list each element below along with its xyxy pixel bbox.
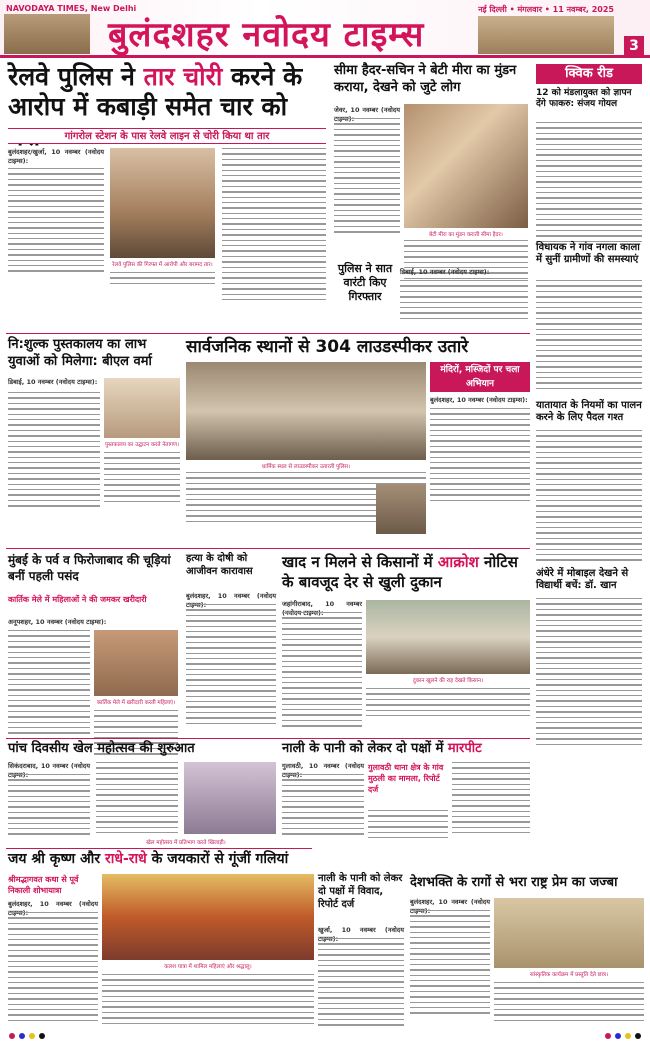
library-headline-b: युवाओं को मिलेगा: बीएल वर्मा [8, 354, 152, 369]
drain-tag: गुलावठी थाना क्षेत्र के गांव मुठली का मामला, रिपोर्ट दर्ज [368, 763, 444, 794]
murder-body [186, 604, 276, 728]
quickread-body4 [536, 598, 642, 749]
loudspeaker-photo [186, 362, 426, 460]
krishna-headline-part: के जयकारों से गूंजीं गलियां [146, 851, 289, 867]
divider [6, 738, 530, 739]
fertilizer-headline-highlight: आक्रोश [437, 553, 479, 571]
drain-text [282, 762, 364, 772]
quickread-body2 [536, 280, 642, 393]
masthead-photo-right [478, 16, 614, 54]
patriot-dateline: बुलंदशहर, 10 नवम्बर (नवोदय [410, 898, 490, 906]
story1-subhead: गांगरोल स्टेशन के पास रेलवे लाइन से चोरी किया था तार [8, 128, 326, 144]
quickread-body3 [536, 430, 642, 565]
drain-body2 [452, 762, 530, 837]
patriot-photo [494, 898, 644, 968]
krishna-photo [102, 874, 314, 960]
story1-photo [110, 148, 215, 258]
library-body2 [104, 452, 180, 506]
police-box-text [400, 268, 528, 278]
krishna-dateline: बुलंदशहर, 10 नवम्बर (नवोदय [8, 900, 98, 908]
krishna-headline-part: जय श्री कृष्ण और [8, 851, 105, 867]
bangles-tag: कार्तिक मेले में महिलाओं ने की जमकर खरीदारी [8, 595, 147, 604]
story2-dateline: जेवर, 10 नवम्बर (नवोदय [334, 106, 400, 114]
quickread-head4: अंधेरे में मोबाइल देखने से विद्यार्थी बचें: डॉ. खान [536, 568, 629, 591]
fertilizer-dateline: जहांगीराबाद, 10 नवम्बर [282, 600, 362, 608]
krishna-headline-highlight: राधे-राधे [104, 851, 147, 867]
quickread-head1: 12 को मंडलायुक्त को ज्ञापन देंगे फाकरु: संजय गोयल [536, 88, 632, 109]
fertilizer-headline [282, 552, 530, 596]
sports-headline: पांच दिवसीय खेल महोत्सव की शुरुआत [8, 741, 195, 756]
masthead-photo-left [4, 14, 90, 54]
loudspeaker-dateline: बुलंदशहर, 10 नवम्बर (नवोदय टाइम्स): [430, 396, 528, 404]
police-box-headline: पुलिस ने सात वारंटी किए गिरफ्तार [337, 262, 393, 303]
library-caption: पुस्तकालय का उद्घाटन करते नेतागण। [104, 442, 180, 448]
fertilizer-headline-part: नोटिस के बावजूद देर से खुली दुकान [282, 553, 518, 591]
police-box-dateline: डिबाई, 10 नवम्बर (नवोदय टाइम्स): [400, 268, 490, 276]
story1-dateline: बुलंदशहर/खुर्जा, 10 नवम्बर (नवोदय टाइम्स): [8, 148, 104, 165]
sports-body [8, 774, 90, 839]
story1-headline-part: रेलवे पुलिस ने [8, 62, 144, 91]
sports-dateline: सिकंदराबाद, 10 नवम्बर (नवोदय [8, 762, 90, 770]
drain2-body [318, 938, 404, 1030]
bangles-text [8, 618, 178, 628]
drain-headline [282, 740, 530, 760]
story2-photo [404, 104, 528, 228]
loudspeaker-caption: धार्मिक स्थल से लाउडस्पीकर उतारती पुलिस। [261, 464, 351, 470]
page-number: 3 [624, 36, 644, 56]
divider [6, 548, 530, 549]
quickread-body1 [536, 122, 642, 246]
sports-caption: खेल महोत्सव में प्रतिभाग करते खिलाड़ी। [146, 840, 226, 846]
drain-body [282, 774, 364, 839]
story1-body-col2 [110, 272, 215, 288]
library-headline-a: नि:शुल्क पुस्तकालय का लाभ [8, 337, 147, 352]
story2-headline [334, 62, 528, 102]
fertilizer-body2 [366, 688, 530, 720]
drain-dateline: गुलावठी, 10 नवम्बर (नवोदय [282, 762, 364, 770]
paper-label: NAVODAYA TIMES, New Delhi [6, 4, 137, 13]
bangles-caption: कार्तिक मेले में खरीदारी करती महिलाएं। [96, 700, 176, 706]
library-body [8, 392, 100, 511]
loudspeaker-headline: सार्वजनिक स्थानों से 304 लाउडस्पीकर उतारे [186, 337, 469, 357]
fertilizer-body [282, 612, 362, 731]
drain-body3 [368, 810, 448, 842]
story1-headline-highlight: तार चोरी [143, 62, 223, 91]
patriot-text [410, 898, 490, 908]
drain2-headline: नाली के पानी को लेकर दो पक्षों में विवाद, रिपोर्ट दर्ज [318, 873, 403, 910]
krishna-body [8, 912, 98, 1025]
drain-headline-part: नाली के पानी को लेकर दो पक्षों में [282, 741, 448, 756]
story2-caption: बेटी मीरा का मुंडन कराती सीमा हैदर। [429, 232, 503, 238]
story2-headline-text: सीमा हैदर-सचिन ने बेटी मीरा का मुंडन कराया, देखने को जुटे लोग [334, 63, 517, 95]
drain2-dateline: खुर्जा, 10 नवम्बर (नवोदय [318, 926, 404, 934]
murder-dateline: बुलंदशहर, 10 नवम्बर (नवोदय [186, 592, 276, 600]
story2-body [334, 118, 400, 237]
quickread-label: क्विक रीड [536, 64, 642, 84]
library-text [8, 378, 100, 388]
krishna-headline [8, 850, 314, 870]
krishna-tag: श्रीमद्भागवत कथा से पूर्व निकाली शोभायात्रा [8, 875, 79, 895]
story1-caption: रेलवे पुलिस की गिरफ्त में आरोपी और बरामद तार। [112, 262, 213, 268]
library-headline [8, 336, 178, 372]
date-line: नई दिल्ली • मंगलवार • 11 नवम्बर, 2025 [478, 5, 614, 14]
patriot-caption: सांस्कृतिक कार्यक्रम में प्रस्तुति देते छात्र। [529, 972, 609, 978]
patriot-headline: देशभक्ति के रागों से भरा राष्ट्र प्रेम का जज्बा [410, 875, 618, 890]
drain2-text [318, 926, 404, 936]
krishna-text [8, 900, 98, 910]
fertilizer-headline-part: खाद न मिलने से किसानों में [282, 553, 438, 571]
story1-body [8, 168, 104, 276]
sports-photo [184, 762, 276, 834]
loudspeaker-photo2 [376, 484, 426, 534]
bangles-dateline: अनूपशहर, 10 नवम्बर (नवोदय टाइम्स): [8, 618, 107, 626]
patriot-body [410, 910, 490, 1018]
krishna-body2 [102, 974, 314, 1028]
bangles-headline: मुंबई के पर्व व फिरोजाबाद की चूड़ियां बनीं पहली पसंद [8, 553, 171, 583]
sports-body2 [96, 762, 178, 837]
story2-text [334, 106, 400, 116]
story1-body-col3 [222, 148, 326, 304]
masthead [0, 0, 650, 58]
story1-headline-part: करने के आरोप में कबाड़ी समेत चार को [8, 62, 303, 121]
krishna-caption: कलश यात्रा में शामिल महिलाएं और श्रद्धालु। [164, 964, 252, 970]
divider [6, 333, 530, 334]
police-box-body [400, 280, 528, 323]
sports-text [8, 762, 90, 772]
registration-marks [0, 1031, 650, 1041]
quickread-head2: विधायक ने गांव नगला काला में सुनीं ग्रामीणों की समस्याएं [536, 242, 640, 265]
fertilizer-caption: दुकान खुलने की राह देखते किसान। [412, 678, 484, 684]
patriot-body2 [494, 982, 644, 1025]
library-photo [104, 378, 180, 438]
library-dateline: डिबाई, 10 नवम्बर (नवोदय टाइम्स): [8, 378, 98, 386]
divider [6, 848, 312, 849]
loudspeaker-body [430, 408, 530, 505]
bangles-body [8, 630, 90, 738]
page-title: बुलंदशहर नवोदय टाइम्स [108, 15, 425, 55]
fertilizer-text [282, 600, 362, 610]
drain-headline-highlight: मारपीट [447, 741, 482, 756]
loudspeaker-text [430, 396, 530, 406]
bangles-photo [94, 630, 178, 696]
murder-text [186, 592, 276, 602]
fertilizer-photo [366, 600, 530, 674]
murder-headline: हत्या के दोषी को आजीवन कारावास [186, 553, 253, 577]
story1-headline [8, 62, 326, 126]
loudspeaker-tag: मंदिरों, मस्जिदों पर चला अभियान [430, 362, 530, 392]
quickread-head3: यातायात के नियमों का पालन करने के लिए पैदल गश्त [536, 400, 642, 423]
